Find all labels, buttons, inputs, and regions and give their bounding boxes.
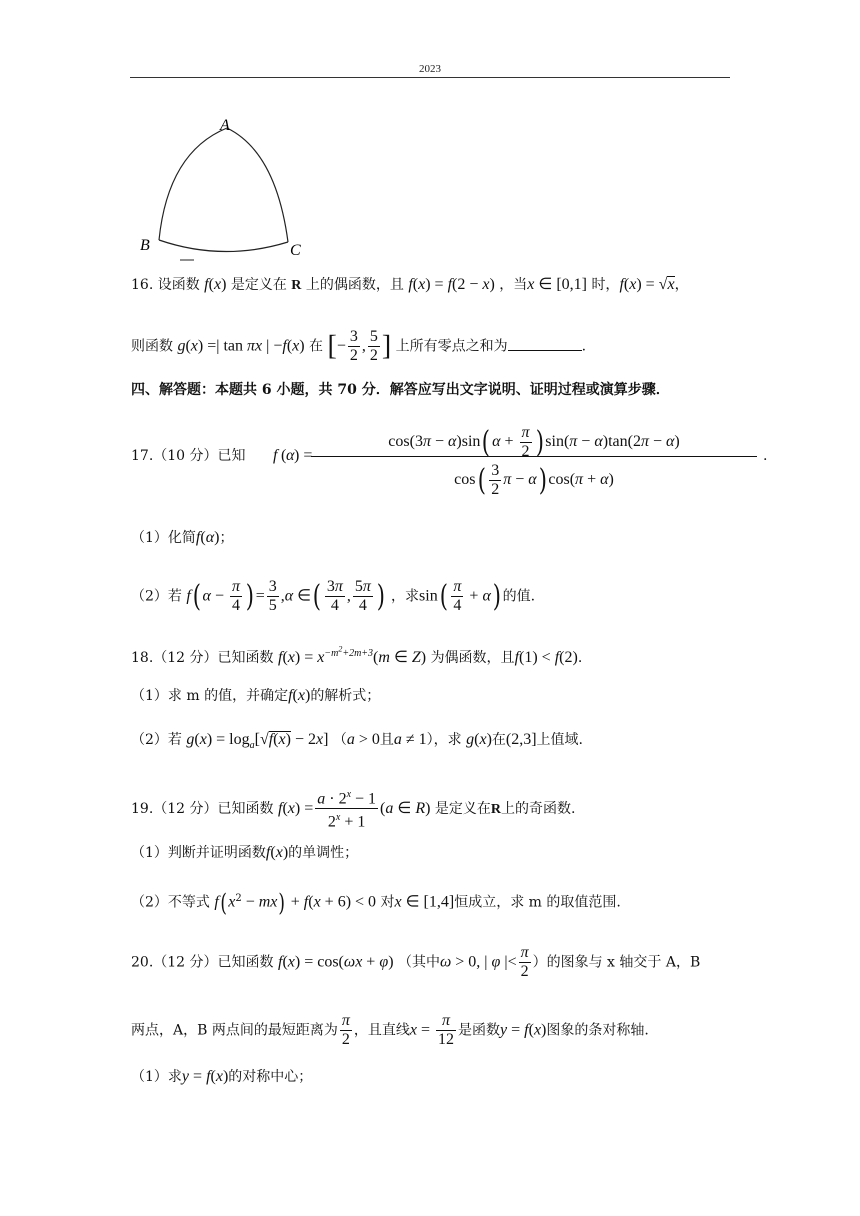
q17-part-2: （2）若 f( α − $\frac{\pi}{4}$ ) = $\frac{3}{5}$ ,α ∈( $\frac{3\pi}{4}$ , $\frac{5\pi}{4}$ ) ，求sin( $\frac{\pi}{4}$ + α) 的值. <box>131 578 536 614</box>
q20-part-1: （1）求y = f(x)的对称中心； <box>131 1068 313 1085</box>
q19-number: 19. <box>131 800 154 817</box>
section-title: 四、解答题：本题共 6 小题，共 70 分．解答应写出文字说明、证明过程或演算步骤． <box>131 382 670 398</box>
q19-part-2: （2）不等式 $f(x^2 - mx) + f(x + 6) < 0$ 对x ∈ [1,4]恒成立，求 m 的取值范围. <box>131 888 621 917</box>
q20-line-2: 两点，A，B 两点间的最短距离为 $\frac{\pi}{2}$ ，且直线x = $\frac{\pi}{12}$ 是函数y = f(x)图象的条对称轴. <box>131 1012 649 1048</box>
q20-number: 20. <box>131 954 154 971</box>
formula: f <box>204 276 209 293</box>
bold-R: R <box>291 278 302 293</box>
q17-part-1: （1）化简f(α)； <box>131 529 234 546</box>
vertex-label-a: A <box>220 117 230 134</box>
q17-formula-line: 17.（10 分）已知 f ( α ) = cos(3π − α)sin( α + $\frac{\pi}{2}$ ) sin(π − α)tan(2π − α) cos( $\frac{3}{2}$ π − α) cos(π + α) . <box>131 424 768 498</box>
q18-number: 18. <box>131 649 154 666</box>
header-year: 2023 <box>419 63 441 75</box>
vertex-label-c: C <box>290 242 301 259</box>
q16-line-2: 则函数 g(x) =| tan πx | −f(x) 在 [− $\frac{3}{2}$ , $\frac{5}{2}$ ] 上所有零点之和为 . <box>131 328 587 364</box>
reuleaux-triangle-figure <box>138 112 316 262</box>
q16-line-1: 16. 设函数 f(x) 是定义在 R 上的偶函数，且 f(x) = f(2 − x) ，当x ∈ [0,1] 时，f(x) = √x， <box>131 276 689 293</box>
q19-part-1: （1）判断并证明函数f(x)的单调性； <box>131 844 359 861</box>
header-rule <box>130 77 730 78</box>
q16-number: 16. <box>131 277 154 293</box>
q17-number: 17. <box>131 448 154 464</box>
q18-part-2: （2）若 $g(x) = \log_a[√f(x) - 2x] (a > 0$且a ≠ 1），求 g(x)在(2,3]上值域. <box>131 731 583 751</box>
q20-line-1: 20.（12 分）已知函数 f(x) = cos(ωx + φ) （其中ω > 0, | φ |< $\frac{\pi}{2}$ ）的图象与 x 轴交于 A，B <box>131 944 701 980</box>
q18-line: 18.（12 分）已知函数 $f(x) = x^{-m^2+2m+3}(m$ ∈ Z) 为偶函数，且f(1) < f(2). <box>131 645 583 666</box>
q18-part-1: （1）求 m 的值，并确定f(x)的解析式； <box>131 687 381 704</box>
vertex-label-b: B <box>140 237 150 254</box>
answer-blank[interactable] <box>508 338 582 351</box>
q19-line: 19.（12 分）已知函数 f(x) = $\frac{a \cdot 2^x - 1}{2^x + 1}$ (a ∈ R) 是定义在R上的奇函数. <box>131 786 731 832</box>
